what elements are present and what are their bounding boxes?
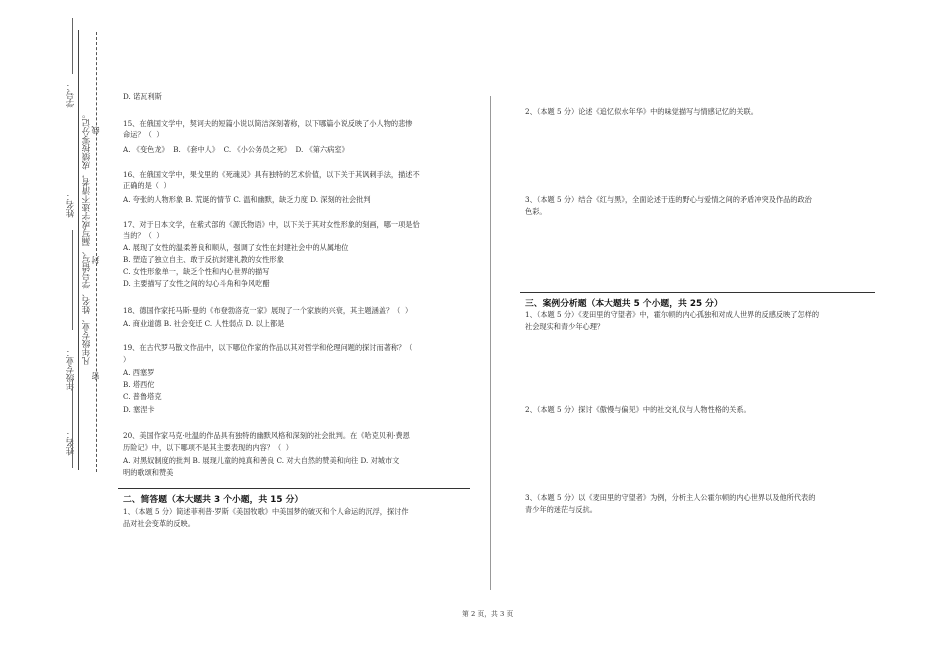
question-19-option-c: C. 普鲁塔克: [123, 392, 162, 401]
binding-dashed-rule: [96, 32, 97, 472]
section-3-heading: 三、案例分析题（本大题共 5 个小题，共 25 分）: [525, 299, 723, 309]
question-15-line1: 15、在俄国文学中，契诃夫的短篇小说以简洁深刻著称，以下哪篇小说反映了小人物的悲惨: [123, 119, 413, 128]
case-analysis-3-line1: 3、（本题 5 分）以《麦田里的守望者》为例，分析主人公霍尔顿的内心世界以及他所代表的: [525, 493, 816, 502]
short-answer-3-line1: 3、（本题 5 分）结合《红与黑》，全面论述于连的野心与爱情之间的矛盾冲突及作品的政治: [525, 195, 812, 204]
section-3-rule: [520, 292, 875, 293]
question-19-option-a: A. 西塞罗: [123, 368, 155, 377]
question-15-options: A. 《变色龙》 B. 《套中人》 C. 《小公务员之死》 D. 《第六病室》: [123, 145, 349, 154]
seal-char-mi: 密: [91, 372, 100, 380]
question-16-options: A. 夸张的人物形象 B. 荒诞的情节 C. 温和幽默，缺乏力度 D. 深刻的社会批判: [123, 195, 371, 204]
question-17-line2: 当的？（ ）: [123, 231, 164, 240]
binding-rule-outer: [78, 30, 79, 470]
blank-line-major: [72, 380, 73, 468]
blank-line-number: [72, 18, 73, 74]
seal-char-feng: 封: [91, 256, 100, 264]
question-20-line2: 历险记》中，以下哪项不是其主要表现的内容？（ ）: [123, 443, 293, 452]
short-answer-2: 2、（本题 5 分）论述《追忆似水年华》中的味觉描写与情感记忆的关联。: [525, 107, 758, 116]
question-15-line2: 命运？（ ）: [123, 130, 164, 139]
label-school: 姓名：: [66, 430, 76, 456]
question-19-option-d: D. 塞涅卡: [123, 405, 155, 414]
binding-warning: 凡年级专业、姓名、学号错写、漏写或字迹不清者，成绩按零分记。: [82, 110, 92, 365]
question-17-option-d: D. 主要描写了女性之间的勾心斗角和争风吃醋: [123, 279, 270, 288]
question-16-line1: 16、在俄国文学中，果戈里的《死魂灵》具有独特的艺术价值，以下关于其讽刺手法，描述不: [123, 170, 420, 179]
question-20-line1: 20、美国作家马克·吐温的作品具有独特的幽默风格和深刻的社会批判。在《哈克贝利·费恩: [123, 431, 410, 440]
case-analysis-1-line2: 社会现实和青少年心理？: [525, 322, 605, 331]
question-17-option-c: C. 女性形象单一，缺乏个性和内心世界的描写: [123, 267, 270, 276]
question-17-line1: 17、对于日本文学，在紫式部的《源氏物语》中，以下关于其对女性形象的刻画，哪一项是恰: [123, 220, 420, 229]
short-answer-3-line2: 色彩。: [525, 207, 547, 216]
page-footer: 第 2 页，共 3 页: [462, 610, 514, 618]
column-divider: [490, 96, 491, 590]
question-18-line1: 18、德国作家托马斯·曼的《布登勃洛克一家》展现了一个家族的兴衰，其主题涵盖？（ ）: [123, 306, 413, 315]
label-class: 姓名：: [66, 192, 76, 218]
short-answer-1-line1: 1、（本题 5 分）简述菲利普·罗斯《美国牧歌》中美国梦的破灭和个人命运的沉浮，探讨作: [123, 507, 409, 516]
question-20-options-cont: 明的歌颂和赞美: [123, 468, 174, 477]
label-major: 年级专业：: [66, 348, 76, 391]
case-analysis-2: 2、（本题 5 分）探讨《傲慢与偏见》中的社交礼仪与人物性格的关系。: [525, 405, 751, 414]
question-18-options: A. 商业道德 B. 社会变迁 C. 人性弱点 D. 以上都是: [123, 319, 285, 328]
question-16-line2: 正确的是（ ）: [123, 181, 171, 190]
option-d-prev: D. 诺瓦利斯: [123, 92, 162, 101]
question-17-option-b: B. 塑造了独立自主、敢于反抗封建礼教的女性形象: [123, 255, 284, 264]
seal-char-xian: 线: [91, 126, 100, 134]
blank-line-class: [72, 230, 73, 330]
question-19-option-b: B. 塔西佗: [123, 380, 155, 389]
case-analysis-3-line2: 青少年的迷茫与反抗。: [525, 505, 597, 514]
question-19-line1: 19、在古代罗马散文作品中，以下哪位作家的作品以其对哲学和伦理问题的探讨而著称？（: [123, 343, 413, 352]
question-20-options: A. 对黑奴制度的批判 B. 展现儿童的纯真和善良 C. 对大自然的赞美和向往 D. 对城市文: [123, 456, 400, 465]
question-19-line2: ）: [123, 355, 131, 364]
case-analysis-1-line1: 1、（本题 5 分）《麦田里的守望者》中，霍尔顿的内心孤独和对成人世界的反感反映了怎样的: [525, 310, 820, 319]
label-student-number: 学号：: [66, 82, 76, 108]
question-17-option-a: A. 展现了女性的温柔善良和顺从，强调了女性在封建社会中的从属地位: [123, 243, 349, 252]
section-2-heading: 二、简答题（本大题共 3 个小题，共 15 分）: [123, 495, 304, 505]
short-answer-1-line2: 品对社会变革的反映。: [123, 519, 195, 528]
section-2-rule: [118, 488, 470, 489]
